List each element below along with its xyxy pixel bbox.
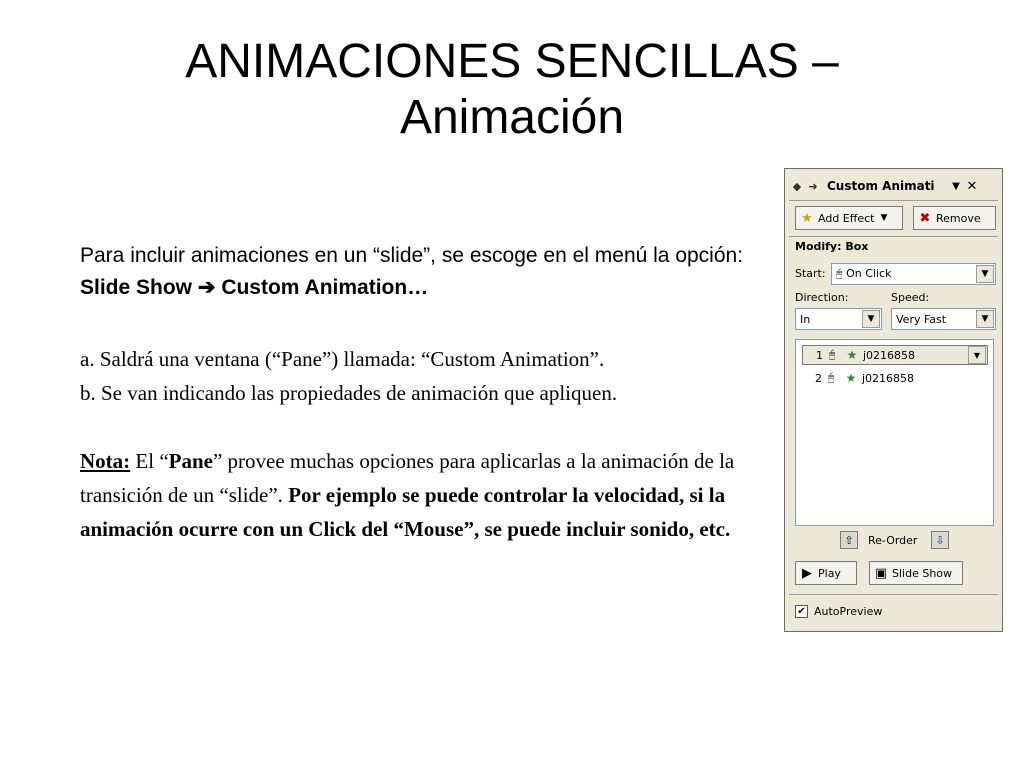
- item-b: b. Se van indicando las propiedades de animación que apliquen.: [80, 381, 618, 405]
- autopreview-label: AutoPreview: [814, 605, 883, 618]
- slide-title-line-2: Animación: [399, 91, 625, 144]
- intro-text: Para incluir animaciones en un “slide”, se escoge en el menú la opción:: [80, 244, 744, 267]
- note-pane: Pane: [168, 449, 213, 473]
- item-a: a. Saldrá una ventana (“Pane”) llamada: “Custom Animation”.: [80, 347, 605, 371]
- play-button[interactable]: ▶ Play: [795, 561, 857, 585]
- close-icon[interactable]: ✕: [966, 178, 978, 194]
- menu-path-custom-animation: Custom Animation…: [221, 276, 429, 299]
- move-down-button[interactable]: [931, 531, 949, 549]
- chevron-down-icon: ▼: [976, 310, 994, 328]
- chevron-down-icon[interactable]: ▼: [968, 346, 986, 364]
- forward-icon[interactable]: ➜: [808, 179, 818, 193]
- custom-animation-pane: [784, 168, 1003, 632]
- remove-button[interactable]: ✖ Remove: [913, 206, 996, 230]
- direction-select[interactable]: In ▼: [795, 308, 882, 330]
- effect-star-icon: ★: [846, 348, 858, 362]
- back-icon[interactable]: ◆: [792, 179, 802, 193]
- reorder-label: Re-Order: [868, 534, 918, 547]
- intro-paragraph: [80, 240, 780, 304]
- move-up-button[interactable]: [840, 531, 858, 549]
- speed-label: Speed:: [891, 291, 930, 304]
- note-pre: El “: [130, 449, 169, 473]
- autopreview-checkbox[interactable]: ✔: [795, 605, 808, 618]
- animation-list[interactable]: [795, 339, 994, 526]
- note-bold: Por ejemplo se puede controlar la velocidad, si la animación ocurre con un Click del “Mouse”, se puede incluir sonido, etc.: [80, 483, 731, 541]
- modify-label: Modify: Box: [795, 240, 869, 253]
- start-select[interactable]: 🖰 On Click ▼: [831, 263, 996, 285]
- chevron-down-icon: ▼: [862, 310, 880, 328]
- chevron-down-icon: ▼: [880, 213, 888, 223]
- pane-title: Custom Animati: [827, 179, 935, 193]
- remove-icon: ✖: [919, 210, 931, 226]
- mouse-icon: 🖰: [827, 371, 835, 384]
- speed-select[interactable]: Very Fast ▼: [891, 308, 996, 330]
- slide-show-icon: ▣: [874, 565, 888, 581]
- arrow-up-icon: ⇧: [844, 533, 854, 547]
- direction-label: Direction:: [795, 291, 849, 304]
- note-mid: ” provee muchas opciones para aplicarlas a la animación de la transición de un “slide”.: [80, 449, 735, 507]
- pane-menu-icon[interactable]: ▼: [952, 180, 960, 192]
- star-icon: ★: [801, 210, 813, 226]
- chevron-down-icon: ▼: [976, 265, 994, 283]
- note-paragraph: [80, 444, 770, 546]
- mouse-icon: 🖰: [828, 348, 836, 361]
- note-label: Nota:: [80, 449, 131, 473]
- list-item[interactable]: 1 🖰 ★ j0216858 ▼: [802, 345, 988, 365]
- slide-show-button[interactable]: ▣ Slide Show: [869, 561, 963, 585]
- pane-header: [789, 173, 998, 199]
- slide-title-line-1: ANIMACIONES SENCILLAS –: [185, 35, 839, 88]
- mouse-icon: 🖰: [836, 267, 843, 280]
- list-item[interactable]: 2 🖰 ★ j0216858: [815, 371, 915, 385]
- arrow-icon: ➔: [197, 276, 216, 299]
- add-effect-button[interactable]: ★ Add Effect ▼: [795, 206, 903, 230]
- body-text: [80, 342, 770, 546]
- slide-title: [0, 34, 1024, 146]
- menu-path-slide-show: Slide Show: [80, 276, 193, 299]
- play-icon: ▶: [802, 565, 812, 581]
- arrow-down-icon: ⇩: [935, 533, 945, 547]
- effect-star-icon: ★: [845, 371, 857, 385]
- start-label: Start:: [795, 267, 826, 280]
